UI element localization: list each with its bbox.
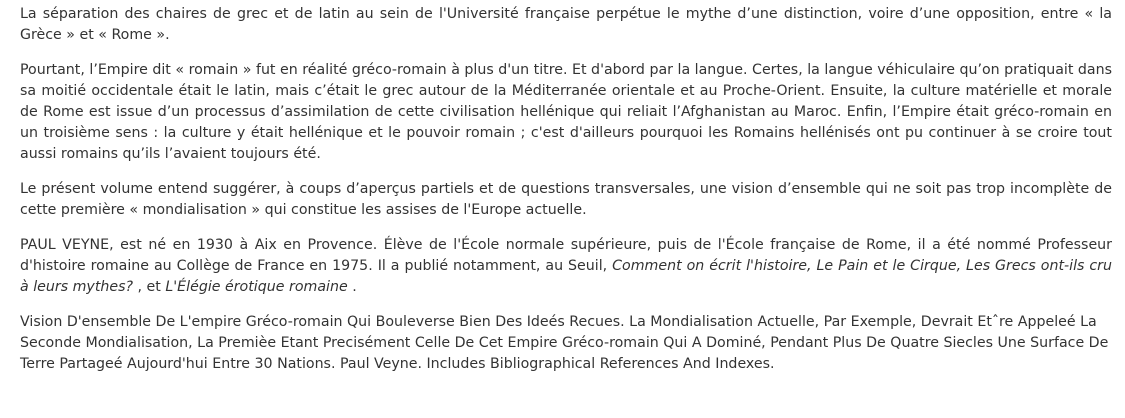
author-bio-text: PAUL VEYNE, est né en 1930 à Aix en Provence. Élève de l'École normale supérieure, puis de l'École française de Rome, il a été nommé Professeur d'histoire romaine au Collège de France en 1975. Il a publié notamment, au Seuil, [20, 237, 1112, 274]
book-title-elegie: L'Élégie érotique romaine [165, 279, 348, 295]
book-titles: Comment on écrit l'histoire, Le Pain et le Cirque, Les Grecs ont-ils cru à leurs mythes? [20, 258, 1113, 295]
paragraph-summary: Vision D'ensemble De L'empire Gréco-romain Qui Bouleverse Bien Des Ideés Recues. La Mondialisation Actuelle, Par Exemple, Devrait Etˆre Appeleé La Seconde Mondialisation, La Premièe Etant Precisément Celle De Cet Empire Gréco-romain Qui A Dominé, Pendant Plus De Quatre Siecles Une Surface De Terre Partageé Aujourd'hui Entre 30 Nations. Paul Veyne. Includes Bibliographical References And Indexes. [20, 314, 1109, 372]
author-bio-end: . [347, 279, 357, 295]
author-bio-separator: , et [133, 279, 166, 295]
book-description [20, 4, 1112, 375]
paragraph-author-bio [20, 235, 1112, 298]
paragraph-greco-roman-empire: Pourtant, l’Empire dit « romain » fut en réalité gréco-romain à plus d'un titre. Et d'abord par la langue. Certes, la langue véhiculaire qu’on pratiquait dans sa moitié occidentale était le latin, mais c’était le grec autour de la Méditerranée orientale et au Proche-Orient. Ensuite, la culture matérielle et morale de Rome est issue d’un processus d’assimilation de cette civilisation hellénique qui reliait l’Afghanistan au Maroc. Enfin, l’Empire était gréco-romain en un troisième sens : la culture y était hellénique et le pouvoir romain ; c'est d'ailleurs pourquoi les Romains hellénisés ont pu continuer à se croire tout aussi romains qu’ils l’avaient toujours été. [20, 62, 1112, 162]
paragraph-volume-purpose: Le présent volume entend suggérer, à coups d’aperçus partiels et de questions transversales, une vision d’ensemble qui ne soit pas trop incomplète de cette première « mondialisation » qui constitue les assises de l'Europe actuelle. [20, 181, 1112, 218]
paragraph-intro: La séparation des chaires de grec et de latin au sein de l'Université française perpétue le mythe d’une distinction, voire d’une opposition, entre « la Grèce » et « Rome ». [20, 6, 1112, 43]
